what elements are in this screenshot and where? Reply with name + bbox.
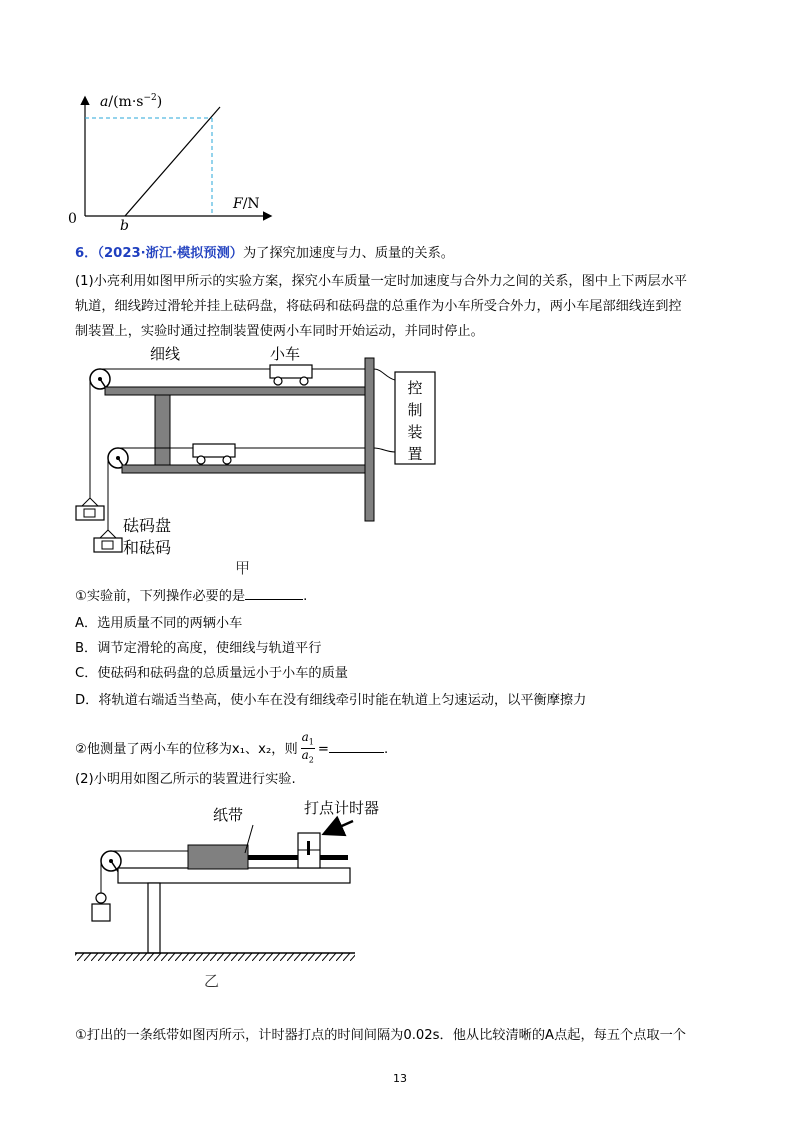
origin-label: 0 — [68, 211, 77, 227]
part2-text: (2)小明用如图乙所示的装置进行实验. — [75, 772, 296, 787]
weights-label-1: 砝码盘 — [123, 516, 172, 535]
lower-track — [122, 465, 365, 473]
option-b[interactable]: B．调节定滑轮的高度，使细线与轨道平行 — [75, 641, 322, 656]
table-leg — [148, 883, 160, 953]
tape-label: 纸带 — [213, 806, 244, 824]
upper-cart — [270, 365, 312, 378]
yi-cart — [188, 845, 248, 869]
page-number: 13 — [393, 1072, 407, 1085]
weight-pan-1 — [76, 498, 104, 520]
control-label-2: 制 — [407, 401, 423, 419]
vertical-post — [365, 358, 374, 521]
y-axis-label: $a/(m\cdot s^{-2})$ — [100, 93, 163, 110]
control-label-3: 装 — [407, 423, 423, 441]
string-label: 细线 — [150, 345, 181, 363]
intercept-label: b — [120, 218, 129, 234]
table-top — [118, 868, 350, 883]
x-axis-label: F/N — [233, 196, 260, 212]
sub1-prompt: ①实验前，下列操作必要的是 . — [75, 586, 307, 607]
a-f-graph — [60, 90, 290, 234]
weight-pan-2 — [94, 530, 122, 552]
question-header — [75, 244, 454, 264]
sub1-answer-blank[interactable] — [245, 586, 303, 600]
sub2-answer-blank[interactable] — [329, 739, 384, 753]
graph-line — [125, 107, 220, 216]
option-a[interactable]: A．选用质量不同的两辆小车 — [75, 616, 243, 631]
cart-label: 小车 — [270, 345, 301, 363]
figure-yi — [70, 793, 380, 993]
control-label-4: 置 — [407, 445, 423, 463]
option-c[interactable]: C．使砝码和砝码盘的总质量远小于小车的质量 — [75, 666, 348, 681]
part1-line2: 轨道，细线跨过滑轮并挂上砝码盘，将砝码和砝码盘的总重作为小车所受合外力，两小车尾部细线连到控 — [75, 299, 682, 314]
timer-label: 打点计时器 — [304, 799, 380, 817]
support-column — [155, 395, 170, 465]
upper-track — [105, 387, 365, 395]
part1-line3: 制装置上，实验时通过控制装置使两小车同时开始运动，并同时停止。 — [75, 324, 484, 339]
part1-line1: (1)小亮利用如图甲所示的实验方案，探究小车质量一定时加速度与合外力之间的关系，图中上下两层水平 — [75, 274, 688, 289]
figure-jia — [60, 340, 450, 575]
question-stem: 为了探究加速度与力、质量的关系。 — [243, 246, 454, 261]
sub3-text: ①打出的一条纸带如图丙所示，计时器打点的时间间隔为0.02s．他从比较清晰的A点起，每五个点取一个 — [75, 1028, 686, 1043]
question-number: 6． — [75, 246, 98, 261]
figure-yi-caption: 乙 — [204, 972, 220, 990]
ratio-fraction: $\frac{a_1}{a_2}$ — [301, 730, 314, 765]
option-d[interactable]: D．将轨道右端适当垫高，使小车在没有细线牵引时能在轨道上匀速运动，以平衡摩擦力 — [75, 693, 587, 708]
weights-label-2: 和砝码 — [123, 538, 172, 557]
sub2-prompt: ②他测量了两小车的位移为x₁、x₂，则 $\frac{a_1}{a_2}$ = . — [75, 730, 389, 765]
question-source[interactable]: （2023·浙江·模拟预测） — [97, 246, 243, 261]
control-label-1: 控 — [407, 379, 423, 397]
yi-weight — [92, 893, 110, 921]
figure-jia-caption: 甲 — [235, 559, 251, 577]
lower-cart — [193, 444, 235, 457]
